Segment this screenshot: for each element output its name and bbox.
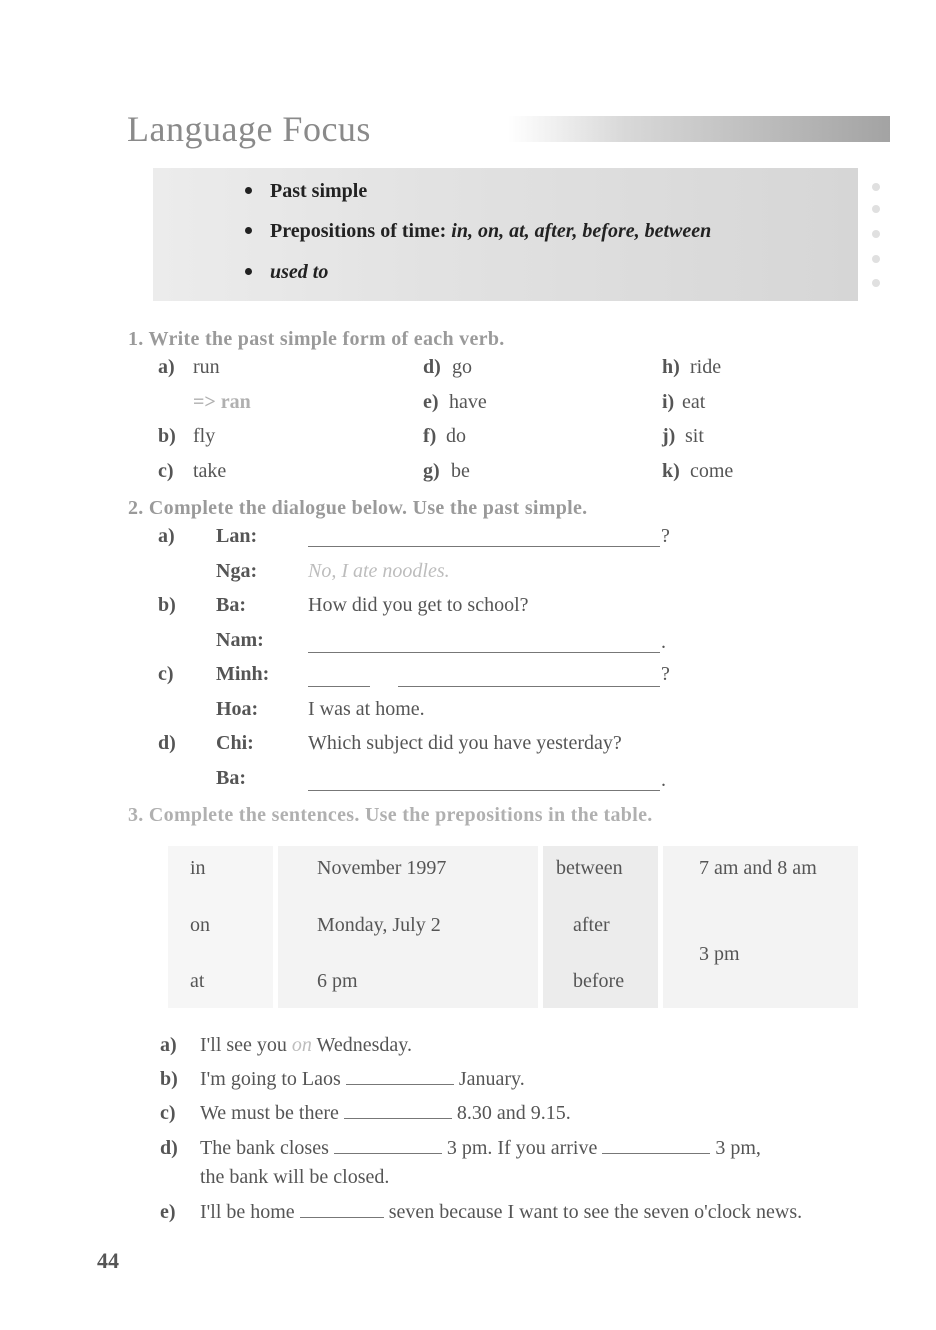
end-mark: ? — [661, 663, 670, 685]
exercise-1-heading: 1. Write the past simple form of each verb. — [128, 328, 505, 350]
bullet-icon — [245, 187, 252, 194]
table-cell: 6 pm — [317, 970, 358, 992]
sentence-continuation: the bank will be closed. — [200, 1166, 390, 1188]
speaker: Nga: — [216, 560, 258, 582]
item-label: i) — [662, 391, 675, 413]
item-label: g) — [423, 460, 440, 482]
table-cell: on — [190, 914, 210, 936]
answer-blank[interactable] — [308, 652, 660, 653]
item-label: d) — [423, 356, 441, 378]
sentence: I'm going to Laos January. — [200, 1068, 525, 1090]
focus-item: Prepositions of time: in, on, at, after, before, between — [245, 220, 711, 243]
table-cell: 7 am and 8 am — [699, 857, 817, 879]
end-mark: . — [661, 769, 666, 791]
sentence: I'll see you on Wednesday. — [200, 1034, 412, 1056]
dialogue-line: How did you get to school? — [308, 594, 529, 616]
end-mark: . — [661, 631, 666, 653]
focus-side-decoration — [862, 175, 890, 295]
verb: come — [690, 460, 734, 482]
item-label: j) — [662, 425, 676, 447]
speaker: Chi: — [216, 732, 254, 754]
item-label: a) — [158, 525, 175, 547]
item-label: k) — [662, 460, 680, 482]
answer-blank[interactable] — [602, 1137, 710, 1154]
title-decoration-bar — [508, 116, 890, 142]
answer-blank[interactable] — [346, 1068, 454, 1085]
table-cell: Monday, July 2 — [317, 914, 441, 936]
focus-item: Past simple — [245, 180, 367, 203]
item-label: e) — [423, 391, 439, 413]
verb: go — [452, 356, 472, 378]
example-answer: No, I ate noodles. — [308, 560, 450, 582]
exercise-2-heading: 2. Complete the dialogue below. Use the past simple. — [128, 497, 588, 519]
verb: take — [193, 460, 227, 482]
page-title: Language Focus — [127, 109, 371, 149]
item-label: c) — [160, 1102, 176, 1124]
bullet-icon — [245, 268, 252, 275]
verb: sit — [685, 425, 704, 447]
sentence: We must be there 8.30 and 9.15. — [200, 1102, 571, 1124]
answer-blank[interactable] — [308, 546, 660, 547]
example-answer: on — [291, 1034, 312, 1056]
verb: run — [193, 356, 220, 378]
item-label: d) — [160, 1137, 178, 1159]
answer-blank[interactable] — [308, 790, 660, 791]
item-label: c) — [158, 460, 174, 482]
focus-item: used to — [245, 261, 328, 284]
item-label: b) — [158, 425, 176, 447]
answer-blank[interactable] — [308, 686, 370, 687]
sentence: I'll be home seven because I want to see the seven o'clock news. — [200, 1201, 803, 1223]
exercise-3-heading: 3. Complete the sentences. Use the prepositions in the table. — [128, 804, 653, 826]
speaker: Minh: — [216, 663, 270, 685]
item-label: e) — [160, 1201, 176, 1223]
item-label: a) — [158, 356, 175, 378]
end-mark: ? — [661, 525, 670, 547]
answer-blank[interactable] — [344, 1102, 452, 1119]
speaker: Ba: — [216, 767, 246, 789]
answer-blank[interactable] — [398, 686, 660, 687]
verb: be — [451, 460, 470, 482]
table-cell: 3 pm — [699, 943, 740, 965]
item-label: h) — [662, 356, 680, 378]
item-label: a) — [160, 1034, 177, 1056]
verb: do — [446, 425, 466, 447]
table-cell: before — [573, 970, 625, 992]
dialogue-line: Which subject did you have yesterday? — [308, 732, 622, 754]
verb: have — [449, 391, 487, 413]
item-label: c) — [158, 663, 174, 685]
speaker: Hoa: — [216, 698, 259, 720]
item-label: b) — [158, 594, 176, 616]
table-cell: at — [190, 970, 205, 992]
sentence: The bank closes 3 pm. If you arrive 3 pm, — [200, 1137, 761, 1159]
example-answer: => ran — [193, 391, 251, 413]
item-label: d) — [158, 732, 176, 754]
item-label: b) — [160, 1068, 178, 1090]
page-number: 44 — [97, 1248, 119, 1273]
speaker: Lan: — [216, 525, 258, 547]
table-cell: between — [556, 857, 623, 879]
speaker: Ba: — [216, 594, 246, 616]
table-cell: in — [190, 857, 206, 879]
item-label: f) — [423, 425, 437, 447]
table-cell: after — [573, 914, 610, 936]
verb: ride — [690, 356, 722, 378]
answer-blank[interactable] — [334, 1137, 442, 1154]
verb: fly — [193, 425, 216, 447]
table-cell: November 1997 — [317, 857, 447, 879]
answer-blank[interactable] — [300, 1201, 384, 1218]
speaker: Nam: — [216, 629, 264, 651]
dialogue-line: I was at home. — [308, 698, 425, 720]
verb: eat — [682, 391, 706, 413]
bullet-icon — [245, 227, 252, 234]
